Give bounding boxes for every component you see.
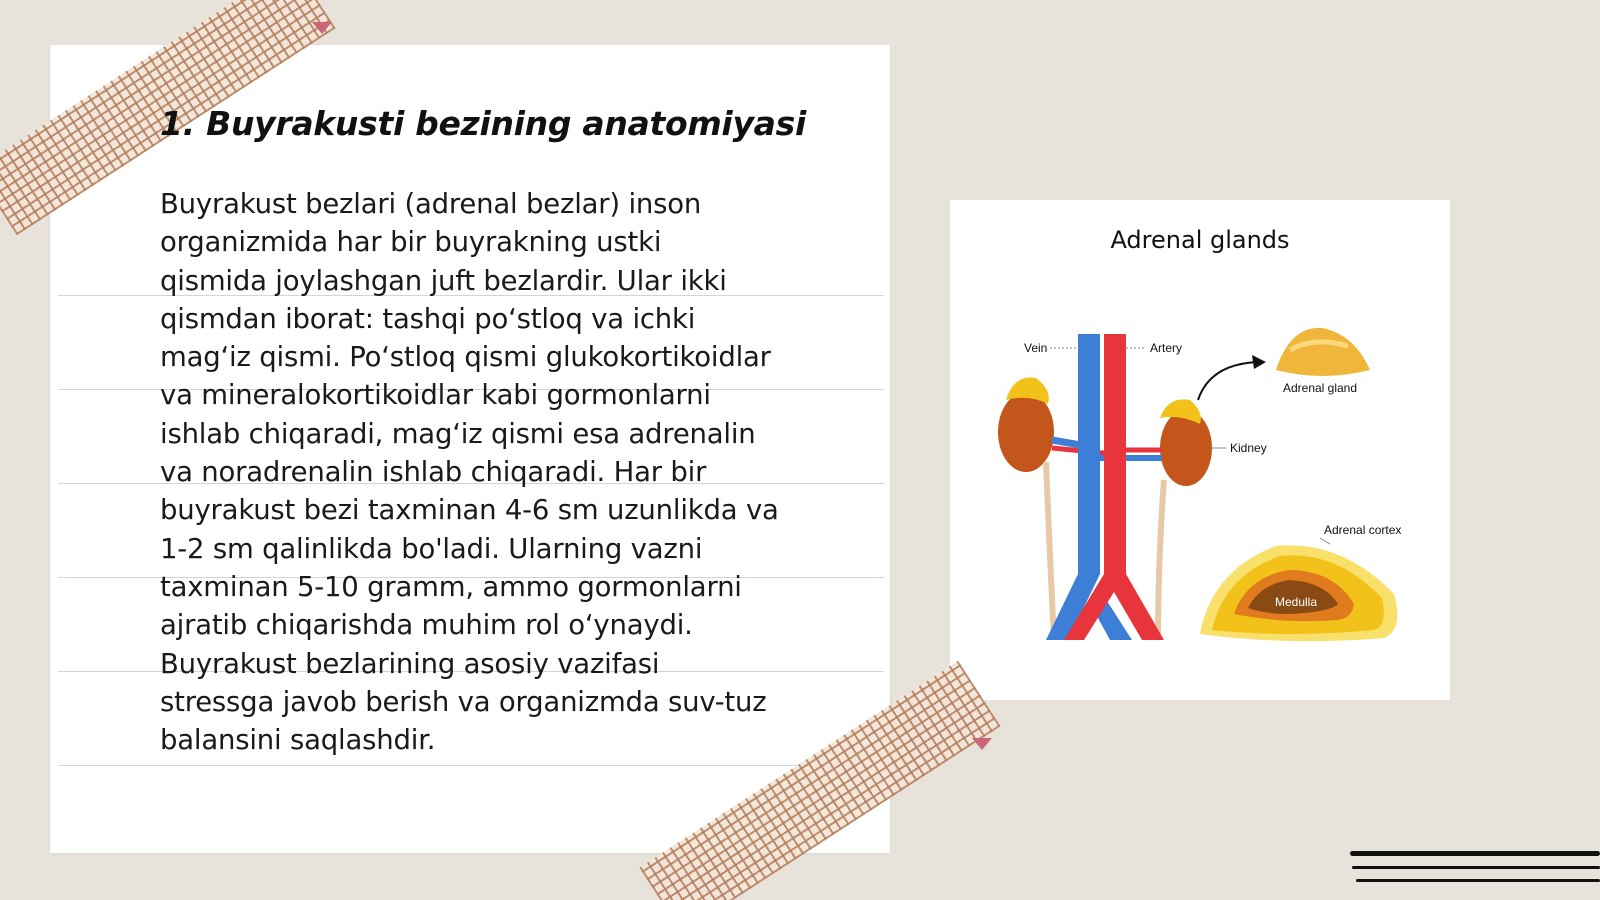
illustration-title: Adrenal glands bbox=[1110, 226, 1290, 254]
adrenal-cortex-label: Adrenal cortex bbox=[1324, 523, 1402, 537]
right-ureter bbox=[1158, 480, 1164, 640]
body-line: 1-2 sm qalinlikda bo'ladi. Ularning vazni bbox=[160, 532, 703, 565]
body-line: qismdan iborat: tashqi po‘stloq va ichki bbox=[160, 302, 696, 335]
body-line: Buyrakust bezlarining asosiy vazifasi bbox=[160, 647, 660, 680]
tape-tip-bottom bbox=[972, 738, 992, 750]
body-line: ishlab chiqaradi, mag‘iz qismi esa adrenalin bbox=[160, 417, 756, 450]
kidney-label: Kidney bbox=[1230, 441, 1267, 455]
body-line: qismida joylashgan juft bezlardir. Ular ikki bbox=[160, 264, 727, 297]
body-line: stressga javob berish va organizmda suv-tuz bbox=[160, 685, 767, 718]
decorative-stroke bbox=[1356, 879, 1600, 882]
artery-label: Artery bbox=[1150, 341, 1183, 355]
arrow-icon bbox=[1198, 362, 1258, 400]
body-line: Buyrakust bezlari (adrenal bezlar) inson bbox=[160, 188, 702, 220]
tape-tip-top bbox=[312, 22, 332, 34]
body-paragraph bbox=[160, 185, 850, 759]
body-line: organizmida har bir buyrakning ustki bbox=[160, 226, 662, 259]
body-line: va noradrenalin ishlab chiqaradi. Har bir bbox=[160, 456, 707, 489]
vein-label: Vein bbox=[1024, 341, 1048, 355]
body-line: taxminan 5-10 gramm, ammo gormonlarni bbox=[160, 570, 742, 603]
adrenal-illustration bbox=[950, 200, 1450, 700]
decorative-stroke bbox=[1352, 866, 1600, 869]
left-kidney-icon bbox=[998, 392, 1054, 472]
body-line: balansini saqlashdir. bbox=[160, 724, 436, 757]
medulla-label: Medulla bbox=[1274, 595, 1318, 609]
body-line: mag‘iz qismi. Po‘stloq qismi glukokortikoidlar bbox=[160, 341, 771, 374]
left-ureter bbox=[1046, 462, 1054, 640]
adrenal-gland-label: Adrenal gland bbox=[1282, 381, 1358, 395]
adrenal-gland-icon bbox=[1276, 328, 1370, 376]
slide-title: 1. Buyrakusti bezining anatomiyasi bbox=[160, 104, 806, 143]
body-line: va mineralokortikoidlar kabi gormonlarni bbox=[160, 379, 711, 412]
decorative-stroke bbox=[1350, 851, 1600, 856]
right-kidney-icon bbox=[1160, 410, 1212, 486]
body-line: buyrakust bezi taxminan 4-6 sm uzunlikda va bbox=[160, 494, 779, 527]
body-line: ajratib chiqarishda muhim rol o‘ynaydi. bbox=[160, 609, 693, 642]
